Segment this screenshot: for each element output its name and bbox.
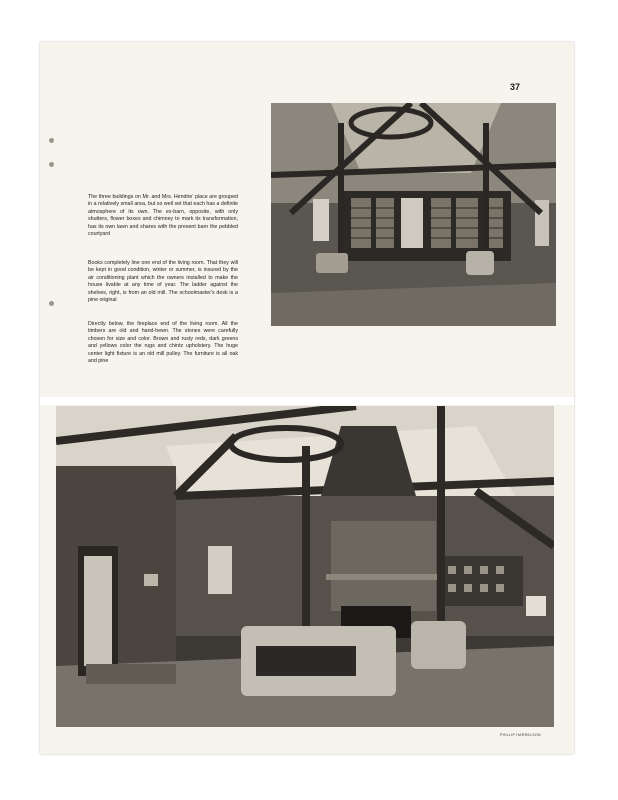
binding-hole: [49, 138, 54, 143]
binding-hole: [49, 301, 54, 306]
page-fold-gap: [40, 397, 574, 405]
library-photo: [271, 103, 556, 326]
page-number: 37: [510, 82, 521, 92]
binding-hole: [49, 162, 54, 167]
caption-buildings: The three buildings on Mr. and Mrs. Hendrie' place are grouped in a relatively small area, but so well set that each has a definite atmosphere of its own. The ex-barn, opposite, with only shutters, flower boxes and chimney to mark its transformation, has its own lawn and shares with the present barn the pebbled courtyard: [88, 194, 238, 238]
caption-books: Books completely line one end of the living room. That they will be kept in good condition, winter or summer, is insured by the air conditioning plant which the owners installed to make the house livable at any time of year. The ladder against the shelves, right, is from an old mill. The schoolmaster's desk is a pine original: [88, 260, 238, 304]
photo-credit: PHILLIP HARRELSON: [500, 733, 541, 737]
caption-fireplace: Directly below, the fireplace end of the living room. All the timbers are old and hand-hewn. The stones were carefully chosen for size and color. Brown and rusty reds, dark greens and yellows color the rugs and chintz upholstery. The huge center light fixture is an old mill pulley. The furniture is all oak and pine: [88, 321, 238, 365]
library-photo-image: [271, 103, 556, 326]
fireplace-photo-image: [56, 406, 554, 727]
fireplace-photo: [56, 406, 554, 727]
